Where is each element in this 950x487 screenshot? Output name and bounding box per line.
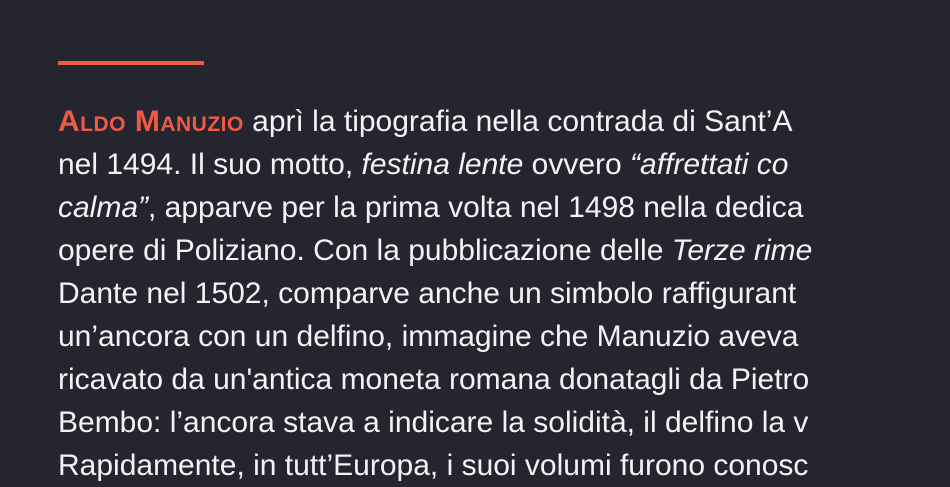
accent-rule — [58, 61, 204, 65]
paragraph-line-4 — [58, 229, 950, 272]
paragraph-line-5: Dante nel 1502, comparve anche un simbolo raffigurant — [58, 277, 797, 310]
motto-translation-italic: “affrettati co — [630, 148, 789, 181]
paragraph-line-7: ricavato da un'antica moneta romana donatagli da Pietro — [58, 363, 810, 396]
paragraph-line-6: un’ancora con un delfino, immagine che Manuzio aveva — [58, 320, 799, 353]
paragraph-line-1 — [58, 100, 950, 143]
line-1-text: aprì la tipografia nella contrada di Sant’A — [243, 105, 793, 138]
line-2-text-a: nel 1494. Il suo motto, — [58, 148, 362, 181]
paragraph-line-2 — [58, 143, 950, 186]
work-title-italic: Terze rime — [671, 234, 813, 267]
paragraph-line-8: Bembo: l’ancora stava a indicare la solidità, il delfino la v — [58, 406, 809, 439]
paragraph-line-3 — [58, 186, 950, 229]
paragraph — [58, 100, 950, 487]
line-2-text-b: ovvero — [523, 148, 631, 181]
motto-italic: festina lente — [361, 148, 524, 181]
line-3-text: , apparve per la prima volta nel 1498 nella dedica — [148, 191, 804, 224]
motto-translation-end-italic: calma” — [58, 191, 149, 224]
line-4-text: opere di Poliziano. Con la pubblicazione delle — [58, 234, 672, 267]
author-name: Aldo Manuzio — [58, 105, 244, 138]
paragraph-line-9: Rapidamente, in tutt’Europa, i suoi volumi furono conosc — [58, 449, 809, 482]
